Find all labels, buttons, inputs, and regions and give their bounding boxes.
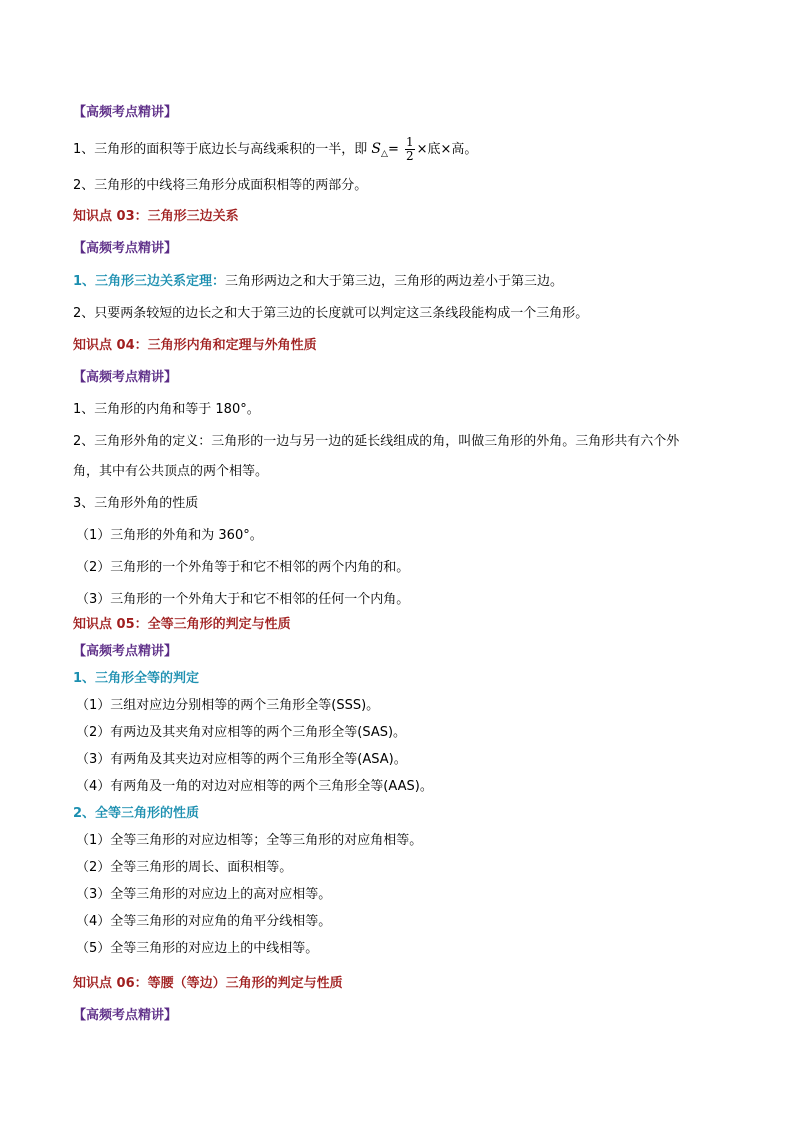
list-item: （5）全等三角形的对应边上的中线相等。 xyxy=(76,941,319,956)
section-heading: 【高频考点精讲】 xyxy=(73,370,178,385)
kp03-title: 知识点 03：三角形三边关系 xyxy=(73,209,239,224)
kp05-title: 知识点 05：全等三角形的判定与性质 xyxy=(73,617,291,632)
median-rule: 2、三角形的中线将三角形分成面积相等的两部分。 xyxy=(73,178,368,193)
formula-eq: = xyxy=(387,142,399,157)
kp06-title: 知识点 06：等腰（等边）三角形的判定与性质 xyxy=(73,976,343,991)
list-item: （4）有两角及一角的对边对应相等的两个三角形全等(AAS)。 xyxy=(76,779,433,794)
area-rule-text: 1、三角形的面积等于底边长与高线乘积的一半，即 xyxy=(73,142,368,157)
formula-fraction xyxy=(405,136,415,163)
list-item: （3）有两角及其夹边对应相等的两个三角形全等(ASA)。 xyxy=(76,752,407,767)
formula-rest: ×底×高。 xyxy=(416,142,478,157)
list-item: （2）有两边及其夹角对应相等的两个三角形全等(SAS)。 xyxy=(76,725,407,740)
list-item: （4）全等三角形的对应角的角平分线相等。 xyxy=(76,914,332,929)
highlight-label: 1、三角形三边关系定理： xyxy=(73,274,226,289)
congruence-criteria-title: 1、三角形全等的判定 xyxy=(73,671,200,686)
triangle-inequality xyxy=(73,273,563,291)
list-item: （2）三角形的一个外角等于和它不相邻的两个内角的和。 xyxy=(76,560,410,575)
exterior-angle-def-cont: 角，其中有公共顶点的两个相等。 xyxy=(73,464,269,479)
angle-sum: 1、三角形的内角和等于 180°。 xyxy=(73,402,260,417)
formula-s: S xyxy=(371,141,382,157)
list-item: （3）全等三角形的对应边上的高对应相等。 xyxy=(76,887,332,902)
exterior-angle-props: 3、三角形外角的性质 xyxy=(73,496,199,511)
congruence-props-title: 2、全等三角形的性质 xyxy=(73,806,200,821)
list-item: （1）三角形的外角和为 360°。 xyxy=(76,528,263,543)
section-heading: 【高频考点精讲】 xyxy=(73,1008,178,1023)
exterior-angle-def: 2、三角形外角的定义：三角形的一边与另一边的延长线组成的角，叫做三角形的外角。三角形共有六个外 xyxy=(73,434,680,449)
section-heading: 【高频考点精讲】 xyxy=(73,644,178,659)
section-heading: 【高频考点精讲】 xyxy=(73,241,178,256)
list-item: （2）全等三角形的周长、面积相等。 xyxy=(76,860,293,875)
kp04-title: 知识点 04：三角形内角和定理与外角性质 xyxy=(73,338,317,353)
fraction-denominator: 2 xyxy=(405,149,414,163)
area-rule xyxy=(73,136,477,163)
triangle-inequality-rule: 2、只要两条较短的边长之和大于第三边的长度就可以判定这三条线段能构成一个三角形。 xyxy=(73,306,589,321)
formula-sub: △ xyxy=(381,149,388,159)
list-item: （3）三角形的一个外角大于和它不相邻的任何一个内角。 xyxy=(76,592,410,607)
section-heading: 【高频考点精讲】 xyxy=(73,105,178,120)
fraction-numerator: 1 xyxy=(405,135,414,149)
list-item: （1）三组对应边分别相等的两个三角形全等(SSS)。 xyxy=(76,698,380,713)
triangle-inequality-text: 三角形两边之和大于第三边，三角形的两边差小于第三边。 xyxy=(225,274,564,289)
area-formula xyxy=(371,136,477,163)
list-item: （1）全等三角形的对应边相等；全等三角形的对应角相等。 xyxy=(76,833,423,848)
